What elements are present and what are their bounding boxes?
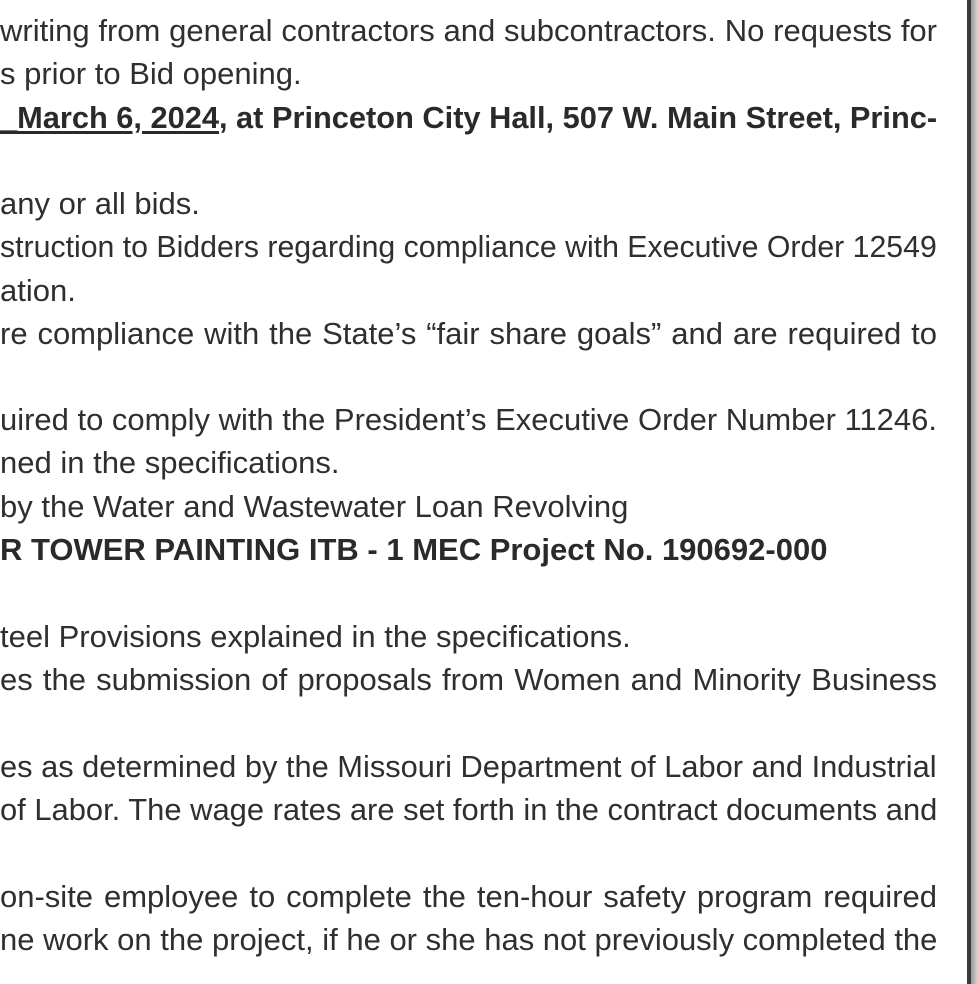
- text-line-5: struction to Bidders regarding compliance with Executive Order 12549: [0, 229, 937, 264]
- bid-opening-location: , at Princeton City Hall, 507 W. Main Street, Princ-: [218, 100, 938, 135]
- text-line-8: uired to comply with the President’s Executive Order Number 11246.: [0, 402, 937, 437]
- project-title-line: R TOWER PAINTING ITB - 1 MEC Project No. 190692-000: [0, 532, 828, 567]
- text-line-6: ation.: [0, 273, 76, 308]
- text-line-13: es as determined by the Missouri Department of Labor and Industrial: [0, 749, 937, 784]
- text-line-11: teel Provisions explained in the specifications.: [0, 619, 631, 654]
- text-line-2: s prior to Bid opening.: [0, 56, 302, 91]
- text-line-10: by the Water and Wastewater Loan Revolving: [0, 489, 629, 524]
- text-line-14: of Labor. The wage rates are set forth in the contract documents and: [0, 792, 938, 827]
- text-line-9: ned in the specifications.: [0, 445, 340, 480]
- bid-opening-date: _March 6, 2024: [0, 100, 219, 135]
- text-line-15: on-site employee to complete the ten-hour safety program required: [0, 879, 937, 914]
- text-line-3: [0, 96, 938, 140]
- text-line-12: es the submission of proposals from Women and Minority Business: [0, 662, 937, 697]
- text-line-16: ne work on the project, if he or she has not previously completed the: [0, 922, 938, 957]
- text-line-1: writing from general contractors and subcontractors. No requests for: [0, 13, 937, 48]
- text-line-7: re compliance with the State’s “fair share goals” and are required to: [0, 316, 937, 351]
- text-line-4: any or all bids.: [0, 186, 200, 221]
- page-edge-border: [966, 0, 978, 984]
